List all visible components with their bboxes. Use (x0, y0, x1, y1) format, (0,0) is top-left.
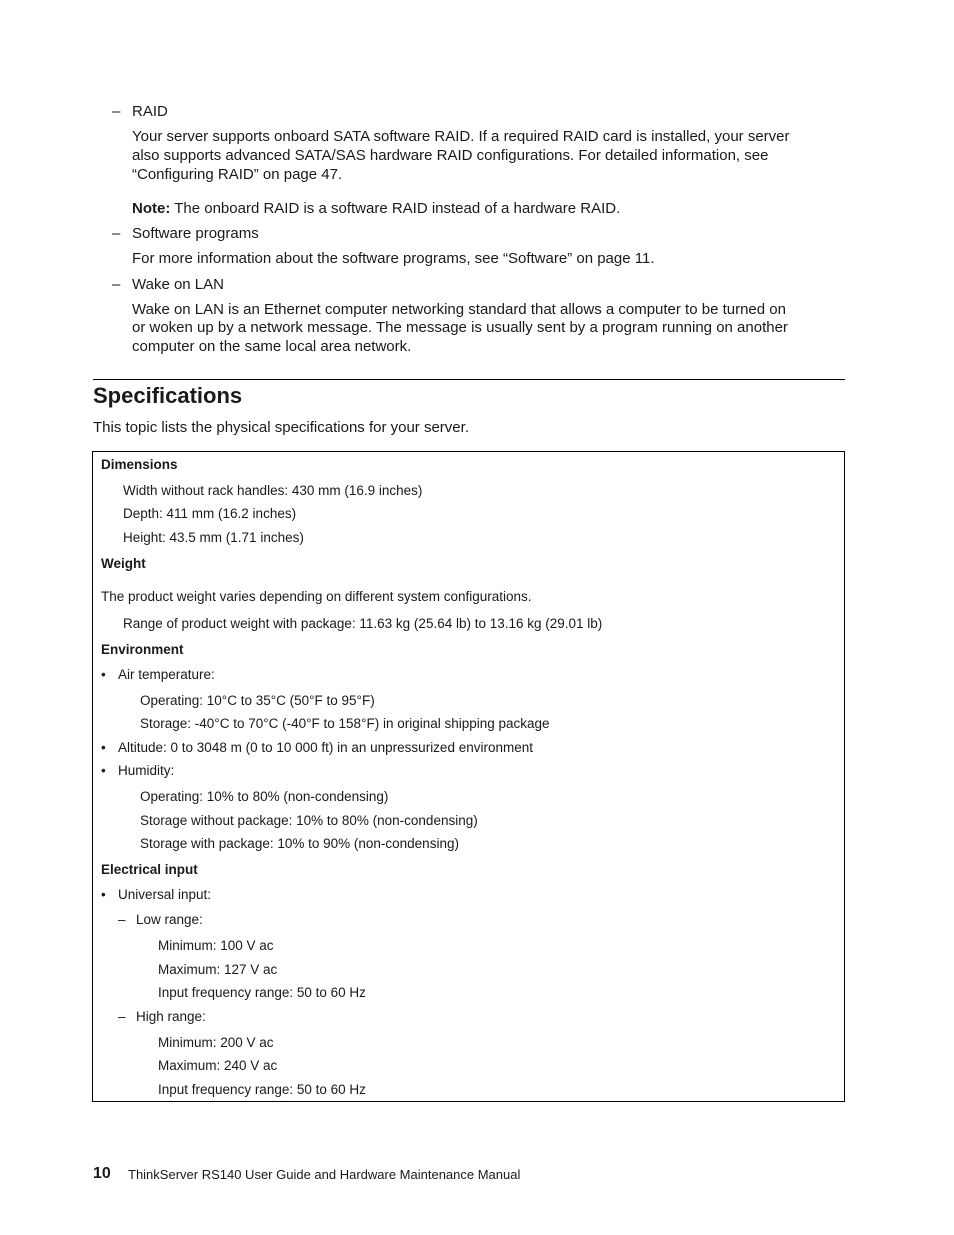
raid-body-line1: Your server supports onboard SATA software RAID. If a required RAID card is installed, your server (132, 128, 790, 145)
raid-label: RAID (132, 103, 168, 120)
software-label: Software programs (132, 225, 259, 242)
high-range-maximum: Maximum: 240 V ac (158, 1058, 278, 1073)
bullet: • (101, 887, 106, 902)
specifications-table (92, 451, 845, 1102)
section-rule (93, 379, 845, 380)
air-temp-storage: Storage: -40°C to 70°C (-40°F to 158°F) in original shipping package (140, 716, 550, 731)
wol-dash: – (112, 276, 121, 293)
high-range-frequency: Input frequency range: 50 to 60 Hz (158, 1082, 366, 1097)
wol-body-line2: or woken up by a network message. The message is usually sent by a program running on another (132, 319, 788, 336)
wol-body-line1: Wake on LAN is an Ethernet computer networking standard that allows a computer to be turned on (132, 301, 786, 318)
universal-input-label: Universal input: (118, 887, 212, 902)
dash: – (118, 912, 126, 927)
section-intro: This topic lists the physical specifications for your server. (93, 419, 469, 436)
section-title: Specifications (93, 383, 243, 408)
raid-body-line3: “Configuring RAID” on page 47. (132, 166, 343, 183)
electrical-heading: Electrical input (101, 862, 198, 877)
humidity-operating: Operating: 10% to 80% (non-condensing) (140, 789, 389, 804)
raid-body-line2: also supports advanced SATA/SAS hardware RAID configurations. For detailed information, see (132, 147, 769, 164)
bullet: • (101, 763, 106, 778)
dash: – (118, 1009, 126, 1024)
humidity-label: Humidity: (118, 763, 175, 778)
raid-note (132, 199, 620, 218)
note-text: The onboard RAID is a software RAID instead of a hardware RAID. (170, 200, 621, 217)
document-title: ThinkServer RS140 User Guide and Hardware Maintenance Manual (128, 1167, 521, 1182)
wol-body-line3: computer on the same local area network. (132, 338, 412, 355)
low-range-minimum: Minimum: 100 V ac (158, 938, 274, 953)
wol-label: Wake on LAN (132, 276, 224, 293)
altitude: Altitude: 0 to 3048 m (0 to 10 000 ft) in an unpressurized environment (118, 740, 533, 755)
bullet: • (101, 740, 106, 755)
dimensions-height: Height: 43.5 mm (1.71 inches) (123, 530, 304, 545)
software-dash: – (112, 225, 121, 242)
environment-heading: Environment (101, 642, 184, 657)
dimensions-heading: Dimensions (101, 457, 178, 472)
weight-heading: Weight (101, 556, 146, 571)
low-range-label: Low range: (136, 912, 203, 927)
raid-dash: – (112, 103, 121, 120)
low-range-maximum: Maximum: 127 V ac (158, 962, 278, 977)
air-temperature-label: Air temperature: (118, 667, 215, 682)
high-range-label: High range: (136, 1009, 206, 1024)
weight-note: The product weight varies depending on different system configurations. (101, 589, 532, 604)
humidity-storage-no-package: Storage without package: 10% to 80% (non-condensing) (140, 813, 478, 828)
high-range-minimum: Minimum: 200 V ac (158, 1035, 274, 1050)
humidity-storage-package: Storage with package: 10% to 90% (non-condensing) (140, 836, 459, 851)
dimensions-width: Width without rack handles: 430 mm (16.9 inches) (123, 483, 423, 498)
note-label: Note: (132, 200, 171, 217)
bullet: • (101, 667, 106, 682)
low-range-frequency: Input frequency range: 50 to 60 Hz (158, 985, 366, 1000)
software-body: For more information about the software programs, see “Software” on page 11. (132, 250, 655, 267)
page-number: 10 (93, 1165, 111, 1182)
dimensions-depth: Depth: 411 mm (16.2 inches) (123, 506, 297, 521)
weight-range: Range of product weight with package: 11.63 kg (25.64 lb) to 13.16 kg (29.01 lb) (123, 616, 603, 631)
air-temp-operating: Operating: 10°C to 35°C (50°F to 95°F) (140, 693, 375, 708)
